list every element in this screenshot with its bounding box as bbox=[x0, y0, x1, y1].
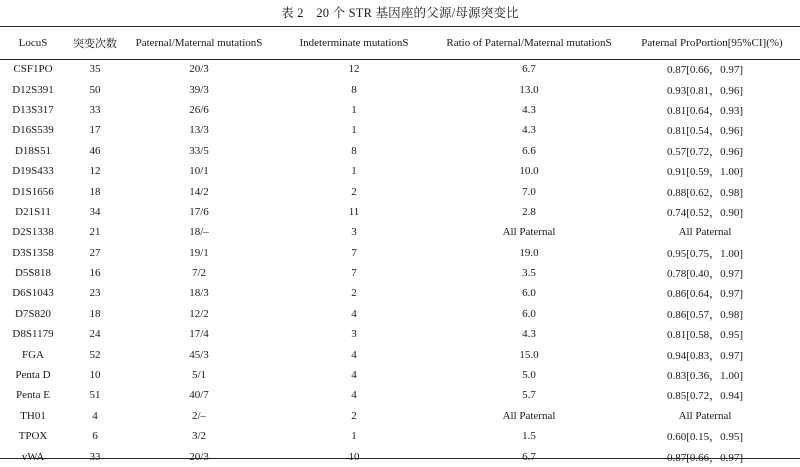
indeterminate-cell: 10 bbox=[348, 450, 360, 463]
paternal-proportion-cell: 0.91[0.59，1.00] bbox=[666, 166, 744, 179]
header-paternal-proportion: Paternal ProPortion[95%CI](%) bbox=[641, 37, 783, 49]
indeterminate-cell: 8 bbox=[351, 144, 357, 157]
locus-cell: TPOX bbox=[18, 430, 48, 443]
indeterminate-cell: 4 bbox=[351, 307, 357, 320]
mutation-count-cell: 18 bbox=[89, 307, 101, 320]
locus-cell: D3S1358 bbox=[12, 246, 54, 259]
ratio-cell: 6.7 bbox=[522, 450, 536, 463]
table-row bbox=[0, 59, 800, 79]
ratio-cell: 6.0 bbox=[522, 307, 536, 320]
paternal-proportion-cell: 0.78[0.40，0.97] bbox=[666, 268, 744, 281]
mutation-count-cell: 33 bbox=[89, 450, 101, 463]
ratio-cell: 13.0 bbox=[519, 83, 539, 96]
paternal-maternal-cell: 18/3 bbox=[189, 287, 209, 300]
table-caption: 表 2 20 个 STR 基因座的父源/母源突变比 bbox=[281, 6, 519, 20]
header-mutation-count: 突变次数 bbox=[73, 38, 117, 50]
table-row bbox=[0, 79, 800, 99]
ratio-cell: 1.5 bbox=[522, 430, 536, 443]
mutation-count-cell: 21 bbox=[89, 226, 101, 239]
ratio-cell: 6.0 bbox=[522, 287, 536, 300]
paternal-maternal-cell: 39/3 bbox=[189, 83, 209, 96]
header-locus: LocuS bbox=[18, 37, 48, 49]
locus-cell: vWA bbox=[21, 450, 45, 463]
header-paternal-maternal: Paternal/Maternal mutationS bbox=[135, 37, 263, 49]
paternal-proportion-cell: 0.60[0.15，0.95] bbox=[666, 431, 744, 444]
paternal-maternal-cell: 17/6 bbox=[189, 205, 209, 218]
mutation-count-cell: 4 bbox=[92, 409, 98, 422]
table-body bbox=[0, 59, 800, 467]
indeterminate-cell: 4 bbox=[351, 348, 357, 361]
mutation-count-cell: 27 bbox=[89, 246, 101, 259]
locus-cell: Penta D bbox=[15, 369, 51, 382]
paternal-proportion-cell: 0.85[0.72，0.94] bbox=[666, 390, 744, 403]
locus-cell: TH01 bbox=[20, 409, 46, 422]
table-row bbox=[0, 406, 800, 426]
paternal-proportion-cell: 0.88[0.62，0.98] bbox=[666, 186, 744, 199]
paternal-proportion-cell: 0.93[0.81，0.96] bbox=[666, 84, 744, 97]
ratio-cell: 4.3 bbox=[522, 103, 536, 116]
mutation-count-cell: 34 bbox=[89, 205, 101, 218]
indeterminate-cell: 7 bbox=[351, 267, 357, 280]
indeterminate-cell: 2 bbox=[351, 185, 357, 198]
table-row bbox=[0, 344, 800, 364]
indeterminate-cell: 3 bbox=[351, 328, 357, 341]
paternal-maternal-cell: 33/5 bbox=[189, 144, 209, 157]
indeterminate-cell: 3 bbox=[351, 226, 357, 239]
locus-cell: CSF1PO bbox=[13, 63, 53, 76]
mutation-count-cell: 52 bbox=[89, 348, 101, 361]
indeterminate-cell: 11 bbox=[348, 205, 360, 218]
paternal-proportion-cell: 0.81[0.54，0.96] bbox=[666, 125, 744, 138]
ratio-cell: 3.5 bbox=[522, 267, 536, 280]
table-row bbox=[0, 243, 800, 263]
paternal-proportion-cell: 0.81[0.58，0.95] bbox=[666, 329, 744, 342]
ratio-cell: 4.3 bbox=[522, 328, 536, 341]
indeterminate-cell: 4 bbox=[351, 369, 357, 382]
table-row bbox=[0, 202, 800, 222]
mutation-count-cell: 24 bbox=[89, 328, 101, 341]
indeterminate-cell: 7 bbox=[351, 246, 357, 259]
table-row bbox=[0, 446, 800, 466]
ratio-cell: 6.6 bbox=[522, 144, 536, 157]
ratio-cell: 6.7 bbox=[522, 63, 536, 76]
mutation-count-cell: 51 bbox=[89, 389, 101, 402]
locus-cell: D1S1656 bbox=[12, 185, 54, 198]
paternal-maternal-cell: 18/– bbox=[189, 226, 209, 239]
ratio-cell: 5.7 bbox=[522, 389, 536, 402]
locus-cell: D8S1179 bbox=[12, 328, 54, 341]
mutation-count-cell: 33 bbox=[89, 103, 101, 116]
paternal-maternal-cell: 40/7 bbox=[189, 389, 209, 402]
table-row bbox=[0, 100, 800, 120]
paternal-proportion-cell: All Paternal bbox=[678, 226, 732, 239]
table-row bbox=[0, 385, 800, 405]
paternal-proportion-cell: 0.81[0.64，0.93] bbox=[666, 104, 744, 117]
paternal-proportion-cell: 0.74[0.52，0.90] bbox=[666, 206, 744, 219]
mutation-count-cell: 18 bbox=[89, 185, 101, 198]
paternal-maternal-cell: 5/1 bbox=[191, 369, 207, 382]
ratio-cell: 10.0 bbox=[519, 165, 539, 178]
mutation-count-cell: 16 bbox=[89, 267, 101, 280]
paternal-maternal-cell: 12/2 bbox=[189, 307, 209, 320]
mutation-count-cell: 46 bbox=[89, 144, 101, 157]
indeterminate-cell: 1 bbox=[351, 165, 357, 178]
header-row bbox=[0, 27, 800, 59]
paternal-proportion-cell: 0.86[0.64，0.97] bbox=[666, 288, 744, 301]
indeterminate-cell: 1 bbox=[351, 430, 357, 443]
locus-cell: D5S818 bbox=[14, 267, 52, 280]
locus-cell: D7S820 bbox=[14, 307, 52, 320]
table-row bbox=[0, 181, 800, 201]
paternal-proportion-cell: 0.95[0.75，1.00] bbox=[666, 247, 744, 260]
table-row bbox=[0, 161, 800, 181]
table-row bbox=[0, 304, 800, 324]
table-row bbox=[0, 141, 800, 161]
locus-cell: D16S539 bbox=[12, 124, 54, 137]
indeterminate-cell: 1 bbox=[351, 124, 357, 137]
ratio-cell: All Paternal bbox=[502, 226, 556, 239]
paternal-maternal-cell: 2/– bbox=[191, 409, 207, 422]
paternal-proportion-cell: 0.83[0.36，1.00] bbox=[666, 370, 744, 383]
paternal-maternal-cell: 17/4 bbox=[189, 328, 209, 341]
table-row bbox=[0, 426, 800, 446]
paternal-maternal-cell: 14/2 bbox=[189, 185, 209, 198]
ratio-cell: 2.8 bbox=[522, 205, 536, 218]
table-row bbox=[0, 222, 800, 242]
ratio-cell: 7.0 bbox=[522, 185, 536, 198]
paternal-maternal-cell: 7/2 bbox=[191, 267, 207, 280]
paternal-maternal-cell: 3/2 bbox=[191, 430, 207, 443]
table-row bbox=[0, 283, 800, 303]
paternal-proportion-cell: 0.87[0.66，0.97] bbox=[666, 64, 744, 77]
locus-cell: D19S433 bbox=[12, 165, 54, 178]
locus-cell: D18S51 bbox=[14, 144, 52, 157]
paternal-proportion-cell: 0.86[0.57，0.98] bbox=[666, 308, 744, 321]
ratio-cell: 4.3 bbox=[522, 124, 536, 137]
paternal-proportion-cell: All Paternal bbox=[678, 409, 732, 422]
paternal-maternal-cell: 20/3 bbox=[189, 63, 209, 76]
ratio-cell: 19.0 bbox=[519, 246, 539, 259]
mutation-count-cell: 10 bbox=[89, 369, 101, 382]
paternal-maternal-cell: 45/3 bbox=[189, 348, 209, 361]
mutation-count-cell: 50 bbox=[89, 83, 101, 96]
locus-cell: D21S11 bbox=[15, 205, 51, 218]
locus-cell: D13S317 bbox=[12, 103, 54, 116]
ratio-cell: 15.0 bbox=[519, 348, 539, 361]
header-ratio: Ratio of Paternal/Maternal mutationS bbox=[446, 37, 612, 49]
ratio-cell: 5.0 bbox=[522, 369, 536, 382]
ratio-cell: All Paternal bbox=[502, 409, 556, 422]
header-indeterminate: Indeterminate mutationS bbox=[299, 37, 409, 49]
locus-cell: D2S1338 bbox=[12, 226, 54, 239]
paternal-proportion-cell: 0.57[0.72，0.96] bbox=[666, 145, 744, 158]
locus-cell: D6S1043 bbox=[12, 287, 54, 300]
mutation-count-cell: 23 bbox=[89, 287, 101, 300]
table-row bbox=[0, 120, 800, 140]
mutation-count-cell: 6 bbox=[92, 430, 98, 443]
mutation-count-cell: 35 bbox=[89, 63, 101, 76]
locus-cell: D12S391 bbox=[12, 83, 54, 96]
paternal-maternal-cell: 20/3 bbox=[189, 450, 209, 463]
mutation-count-cell: 17 bbox=[89, 124, 101, 137]
table-row bbox=[0, 263, 800, 283]
paternal-maternal-cell: 10/1 bbox=[189, 165, 209, 178]
paternal-maternal-cell: 26/6 bbox=[189, 103, 209, 116]
paternal-maternal-cell: 13/3 bbox=[189, 124, 209, 137]
indeterminate-cell: 12 bbox=[348, 63, 360, 76]
indeterminate-cell: 4 bbox=[351, 389, 357, 402]
indeterminate-cell: 8 bbox=[351, 83, 357, 96]
mutation-count-cell: 12 bbox=[89, 165, 101, 178]
locus-cell: FGA bbox=[21, 348, 44, 361]
paternal-proportion-cell: 0.87[0.66，0.97] bbox=[666, 451, 744, 464]
paternal-proportion-cell: 0.94[0.83，0.97] bbox=[666, 349, 744, 362]
table-row bbox=[0, 365, 800, 385]
str-mutation-table bbox=[0, 27, 800, 467]
indeterminate-cell: 1 bbox=[351, 103, 357, 116]
indeterminate-cell: 2 bbox=[351, 287, 357, 300]
paternal-maternal-cell: 19/1 bbox=[189, 246, 209, 259]
indeterminate-cell: 2 bbox=[351, 409, 357, 422]
table-row bbox=[0, 324, 800, 344]
locus-cell: Penta E bbox=[16, 389, 50, 402]
